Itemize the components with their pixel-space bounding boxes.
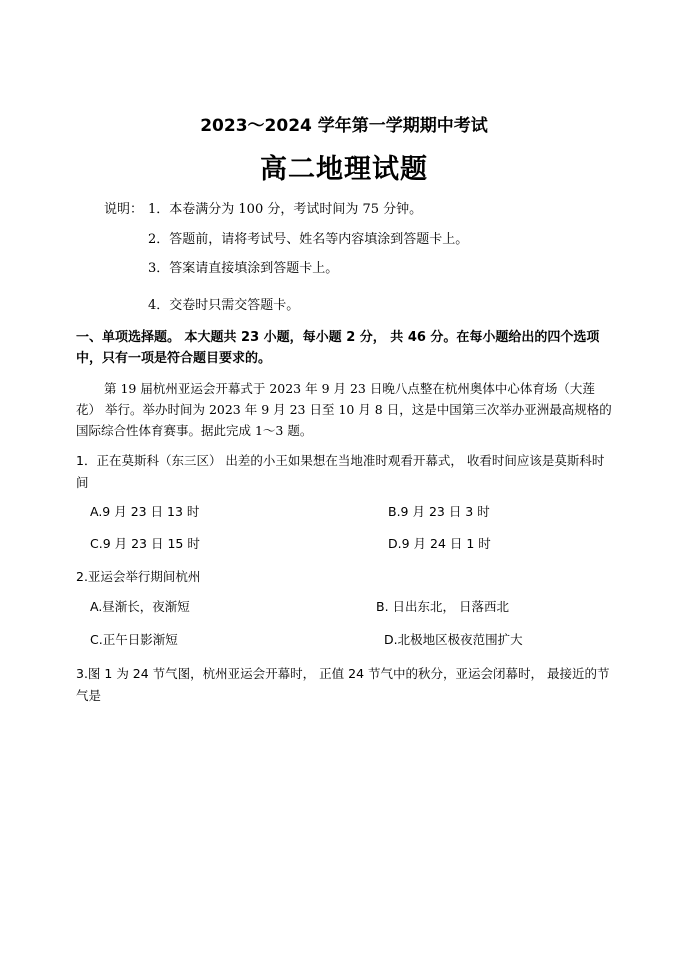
question-1-option-d: D.9 月 24 日 1 时 <box>388 536 491 551</box>
question-1-option-a: A.9 月 23 日 13 时 <box>90 504 200 519</box>
question-2-stem: 2.亚运会举行期间杭州 <box>76 569 201 584</box>
question-2-option-d: D.北极地区极夜范围扩大 <box>384 632 523 647</box>
instruction-item: 2．答题前，请将考试号、姓名等内容填涂到答题卡上。 <box>148 232 469 247</box>
question-2-option-c: C.正午日影渐短 <box>90 632 178 647</box>
instructions-label: 说明： <box>104 202 144 217</box>
question-1-stem: 1．正在莫斯科（东三区） 出差的小王如果想在当地准时观看开幕式， 收看时间应该是莫斯科时间 <box>76 453 605 490</box>
question-3-stem: 3.图 1 为 24 节气图，杭州亚运会开幕时， 正值 24 节气中的秋分，亚运会闭幕时， 最接近的节气是 <box>76 666 610 703</box>
exam-title: 2023～2024 学年第一学期期中考试 <box>200 116 488 136</box>
question-2-option-a: A.昼渐长，夜渐短 <box>90 599 190 614</box>
instruction-item: 3．答案请直接填涂到答题卡上。 <box>148 261 339 276</box>
reading-passage: 第 19 届杭州亚运会开幕式于 2023 年 9 月 23 日晚八点整在杭州奥体中心体育场（大莲花） 举行。举办时间为 2023 年 9 月 23 日至 10 月 8 日，这是中国第三次举办亚洲最高规格的国际综合性体育赛事。据此完成 1～3 题。 <box>76 381 612 438</box>
instruction-item: 4．交卷时只需交答题卡。 <box>148 298 300 313</box>
subject-title: 高二地理试题 <box>260 154 428 185</box>
question-1-option-b: B.9 月 23 日 3 时 <box>388 504 490 519</box>
question-1-option-c: C.9 月 23 日 15 时 <box>90 536 200 551</box>
instruction-item: 1．本卷满分为 100 分，考试时间为 75 分钟。 <box>148 202 423 217</box>
question-2-option-b: B. 日出东北， 日落西北 <box>376 599 509 614</box>
section-heading: 一、单项选择题。 本大题共 23 小题，每小题 2 分， 共 46 分。在每小题给出的四个选项中，只有一项是符合题目要求的。 <box>76 330 600 366</box>
